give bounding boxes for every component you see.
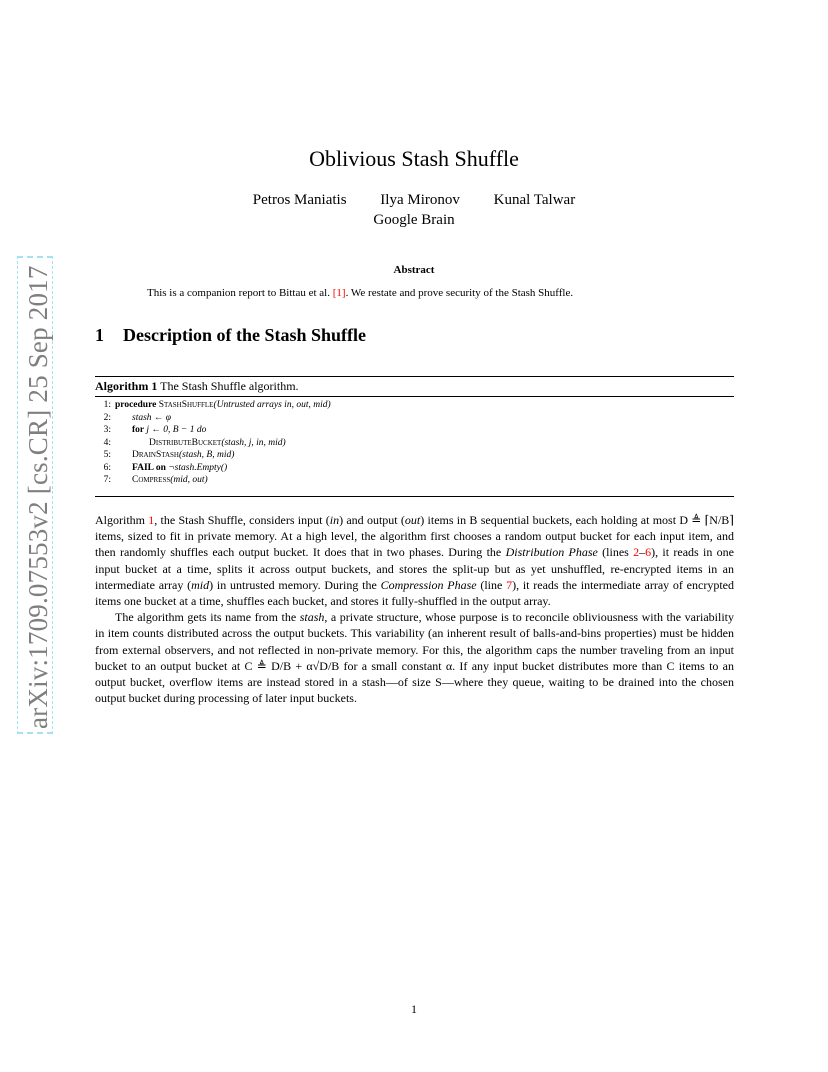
paragraph-1 — [95, 512, 734, 609]
algorithm-line-code — [132, 424, 206, 437]
algorithm-box — [95, 376, 734, 497]
algorithm-procedure-name: DistributeBucket — [149, 437, 222, 448]
text-run: The algorithm gets its name from the — [115, 610, 300, 625]
algorithm-line — [95, 399, 734, 412]
paper-title: Oblivious Stash Shuffle — [309, 146, 519, 171]
text-run: Algorithm — [95, 513, 149, 527]
author-list — [0, 192, 828, 209]
algorithm-line-text: (stash, j, in, mid) — [221, 437, 286, 448]
algorithm-rule — [95, 396, 734, 397]
affiliation: Google Brain — [373, 212, 455, 228]
algorithm-line-number: 7: — [103, 475, 111, 485]
arxiv-stamp[interactable]: arXiv:1709.07553v2 [cs.CR] 25 Sep 2017 — [23, 265, 53, 729]
algorithm-line-number: 2: — [103, 412, 111, 423]
body-text — [95, 512, 734, 706]
algorithm-line — [95, 474, 734, 487]
algorithm-procedure-name: Compress — [132, 475, 171, 485]
algorithm-line-code — [132, 462, 227, 475]
author-name: Ilya Mironov — [380, 192, 460, 208]
section-title: Description of the Stash Shuffle — [123, 325, 367, 345]
algorithm-line-number: 1: — [103, 400, 111, 410]
algorithm-lines — [95, 399, 734, 487]
algorithm-line-number: 3: — [103, 425, 111, 435]
section-heading — [95, 325, 366, 346]
algorithm-caption-text: The Stash Shuffle algorithm. — [160, 379, 299, 393]
algorithm-procedure-name: StashShuffle — [158, 400, 214, 410]
text-run: ), it reads in one input bucket at a time, splits it across output buckets, and stores the split-up but as yet unshuffled, re-encrypted items in an intermediate array ( — [95, 545, 734, 592]
text-run-italic: in — [329, 513, 340, 527]
algorithm-keyword: procedure — [115, 400, 159, 410]
abstract-text-before: This is a companion report to Bittau et al. — [147, 287, 333, 299]
section-number: 1 — [95, 325, 104, 345]
algorithm-line — [95, 437, 734, 450]
text-run-italic: Distribution Phase — [505, 545, 598, 560]
algorithm-line — [95, 424, 734, 437]
algorithm-keyword: FAIL on — [132, 462, 169, 473]
line-ref-link[interactable]: 2 — [633, 545, 640, 560]
text-run-italic: stash — [299, 610, 325, 625]
algorithm-line-text: (mid, out) — [170, 475, 208, 485]
algorithm-caption — [95, 379, 299, 394]
algorithm-line-code — [132, 474, 208, 487]
line-ref-link[interactable]: 6 — [645, 545, 652, 560]
algorithm-procedure-name: DrainStash — [132, 450, 179, 460]
algorithm-line-text: (stash, B, mid) — [178, 450, 235, 460]
algorithm-line-number: 4: — [103, 437, 111, 448]
algorithm-line — [95, 449, 734, 462]
algorithm-line-number: 6: — [103, 462, 111, 473]
abstract-text — [147, 286, 687, 300]
text-run: , a private structure, whose purpose is to reconcile obliviousness with the variability in item counts distributed across the output buckets. This variability (an inherent result of balls-and-bins properties) must be hidden from external observers, and not reflected in non-private memory. For this, the algorithm caps the number traveling from an input bucket to an output bucket at C ≜ D/B + α√D/B for a small constant α. If any input bucket distributes more than C items to an output bucket, overflow items are instead stored in a stash—of size S—where they queue, waiting to be drained into the chosen output bucket during processing of later input buckets. — [95, 610, 734, 706]
text-run: ) items in B sequential buckets, each holding at most D ≜ ⌈N/B⌉ items, sized to fit in private memory. At a high level, the algorithm first chooses a random output bucket for each input item, and then randomly shuffles each output bucket. It does that in two phases. During the — [95, 513, 734, 560]
text-run: , the Stash Shuffle, considers input ( — [154, 513, 330, 527]
author-name: Kunal Talwar — [493, 192, 576, 208]
algorithm-line-code — [115, 399, 331, 412]
text-run-italic: Compression Phase — [380, 577, 477, 592]
paragraph-2 — [95, 609, 734, 706]
algorithm-line-text: stash ← φ — [132, 412, 172, 423]
citation-link[interactable]: [1] — [332, 287, 346, 299]
algorithm-line-code — [132, 412, 171, 425]
algorithm-line — [95, 462, 734, 475]
text-run: ), it reads the intermediate array of encrypted items one bucket at a time, shuffles each bucket, and stores it fully-shuffled in the output array. — [95, 577, 734, 609]
citation-number: 1 — [336, 287, 342, 299]
line-ref-link[interactable]: 7 — [506, 577, 513, 592]
text-run-italic: mid — [191, 577, 210, 592]
abstract-text-after: . We restate and prove security of the Stash Shuffle. — [345, 287, 574, 299]
text-run-italic: out — [404, 513, 421, 527]
text-run: ) and output ( — [339, 513, 405, 527]
author-name: Petros Maniatis — [252, 192, 347, 208]
algorithm-label: Algorithm 1 — [95, 379, 158, 393]
algorithm-line-code — [149, 437, 286, 450]
algorithm-keyword: for — [132, 425, 147, 435]
algorithm-line-text: ¬stash.Empty() — [168, 462, 228, 473]
text-run: (lines — [597, 545, 634, 560]
text-run: (line — [476, 577, 507, 592]
algorithm-line — [95, 412, 734, 425]
abstract-heading: Abstract — [393, 264, 435, 276]
algorithm-ref-link[interactable]: 1 — [148, 513, 155, 527]
algorithm-line-text: j ← 0, B − 1 do — [146, 425, 207, 435]
algorithm-line-text: (Untrusted arrays in, out, mid) — [213, 400, 331, 410]
text-run: – — [639, 545, 646, 560]
algorithm-line-code — [132, 449, 234, 462]
page-number: 1 — [411, 1002, 417, 1016]
algorithm-line-number: 5: — [103, 450, 111, 460]
text-run: ) in untrusted memory. During the — [209, 577, 381, 592]
